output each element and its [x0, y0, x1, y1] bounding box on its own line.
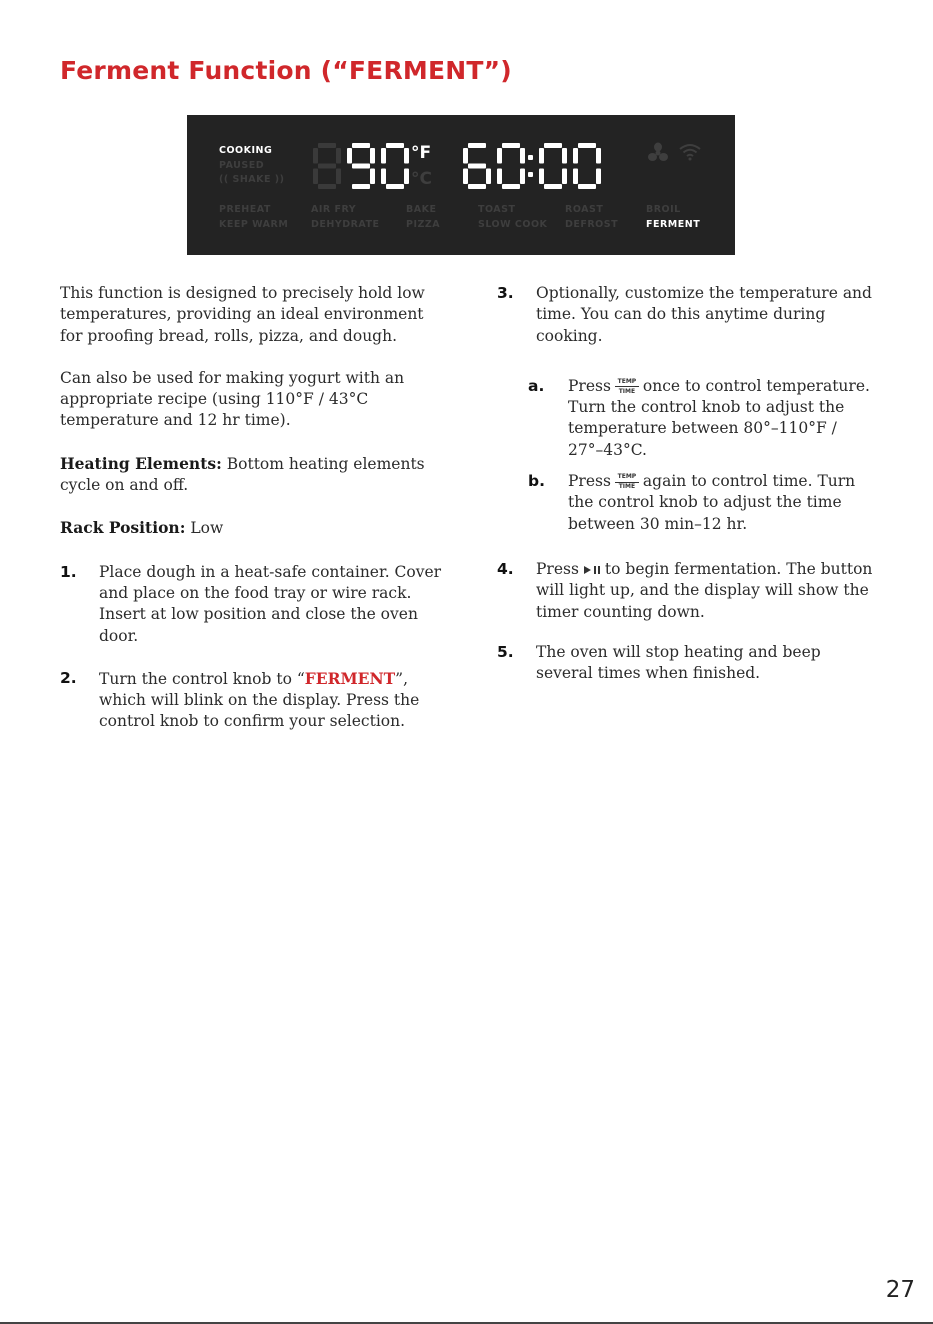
- menu-col-1: [219, 202, 288, 232]
- step-text-post: ”, which will blink on the display. Press the control knob to confirm your selection.: [99, 669, 420, 731]
- time-label: TIME: [618, 387, 636, 395]
- menu-col-2: [311, 202, 380, 232]
- menu-pizza: PIZZA: [406, 219, 441, 230]
- menu-col-6: [646, 202, 700, 232]
- status-indicators: [219, 144, 284, 188]
- start-pause-icon: [583, 565, 601, 575]
- temp-label: TEMP: [617, 473, 637, 481]
- menu-toast: TOAST: [478, 204, 516, 215]
- step-3a: [497, 376, 877, 461]
- menu-bake: BAKE: [406, 204, 437, 215]
- wifi-icon: [678, 142, 702, 162]
- page-number: 27: [885, 1277, 915, 1303]
- step-3b: [497, 471, 877, 535]
- left-column: [60, 283, 450, 733]
- menu-ferment: FERMENT: [646, 219, 701, 230]
- step-number: 2.: [60, 668, 77, 687]
- substep-text: [568, 376, 877, 461]
- time-label: TIME: [618, 483, 636, 491]
- menu-broil: BROIL: [646, 204, 681, 215]
- intro-paragraph: This function is designed to precisely hold low temperatures, providing an ideal environment for proofing bread, rolls, pizza, and dough.: [60, 284, 425, 345]
- status-cooking: COOKING: [219, 145, 273, 156]
- step-text: Place dough in a heat-safe container. Cover and place on the food tray or wire rack. Insert at low position and close the oven door.: [99, 562, 442, 645]
- step-text: [536, 559, 877, 623]
- substep-post: again to control time. Turn the control knob to adjust the time between 30 min–12 hr.: [568, 472, 856, 533]
- substep-letter: a.: [528, 376, 545, 395]
- step-text: Optionally, customize the temperature and time. You can do this anytime during cooking.: [536, 284, 872, 345]
- step-1: [60, 562, 450, 647]
- substep-letter: b.: [528, 472, 545, 491]
- step-number: 1.: [60, 562, 77, 581]
- step-text-pre: Turn the control knob to “: [99, 669, 305, 688]
- substep-text: [568, 471, 877, 535]
- menu-keep-warm: KEEP WARM: [219, 219, 289, 230]
- substep-pre: Press: [568, 376, 611, 395]
- step-text-post: to begin fermentation. The button will light up, and the display will show the timer counting down.: [536, 559, 873, 621]
- yogurt-paragraph: Can also be used for making yogurt with an appropriate recipe (using 110°F / 43°C temperature and 12 hr time).: [60, 368, 405, 430]
- step-number: 5.: [497, 642, 514, 661]
- step-5: [497, 642, 877, 685]
- status-paused: PAUSED: [219, 159, 265, 171]
- menu-col-3: [406, 202, 440, 232]
- menu-col-5: [565, 202, 618, 232]
- menu-roast: ROAST: [565, 204, 604, 215]
- unit-fahrenheit: °F: [411, 143, 432, 163]
- status-shake: (( SHAKE )): [219, 174, 285, 185]
- heating-text: Bottom heating elements cycle on and off.: [60, 454, 425, 495]
- temp-time-button-icon: [615, 378, 639, 396]
- step-text: The oven will stop heating and beep several times when finished.: [536, 642, 821, 683]
- step-text-pre: Press: [536, 559, 579, 578]
- step-3: [497, 283, 877, 347]
- page-title: Ferment Function (“FERMENT”): [60, 56, 512, 85]
- menu-dehydrate: DEHYDRATE: [311, 219, 380, 230]
- substep-pre: Press: [568, 472, 611, 491]
- menu-preheat: PREHEAT: [219, 204, 271, 215]
- right-column: [497, 283, 877, 684]
- fan-icon: [647, 142, 669, 164]
- time-readout: [463, 143, 601, 191]
- step-number: 4.: [497, 559, 514, 578]
- heating-elements: [60, 453, 450, 497]
- step-number: 3.: [497, 284, 514, 302]
- step-4: [497, 559, 877, 623]
- control-display-panel: [187, 115, 735, 255]
- temperature-readout: [313, 143, 409, 191]
- menu-air-fry: AIR FRY: [311, 204, 357, 215]
- menu-slow-cook: SLOW COOK: [478, 219, 548, 230]
- rack-label: Rack Position:: [60, 518, 186, 538]
- ferment-keyword: FERMENT: [304, 668, 396, 688]
- substep-post: once to control temperature. Turn the control knob to adjust the temperature between 80°–110°F / 27°–43°C.: [568, 376, 870, 459]
- menu-defrost: DEFROST: [565, 219, 619, 230]
- temp-label: TEMP: [617, 377, 637, 385]
- menu-col-4: [478, 202, 547, 232]
- heating-label: Heating Elements:: [60, 453, 222, 473]
- unit-celsius: °C: [411, 169, 432, 189]
- temp-time-button-icon: [615, 473, 639, 491]
- rack-position: [60, 517, 450, 539]
- step-text: [99, 668, 450, 733]
- step-2: [60, 668, 450, 733]
- rack-text: Low: [185, 519, 224, 538]
